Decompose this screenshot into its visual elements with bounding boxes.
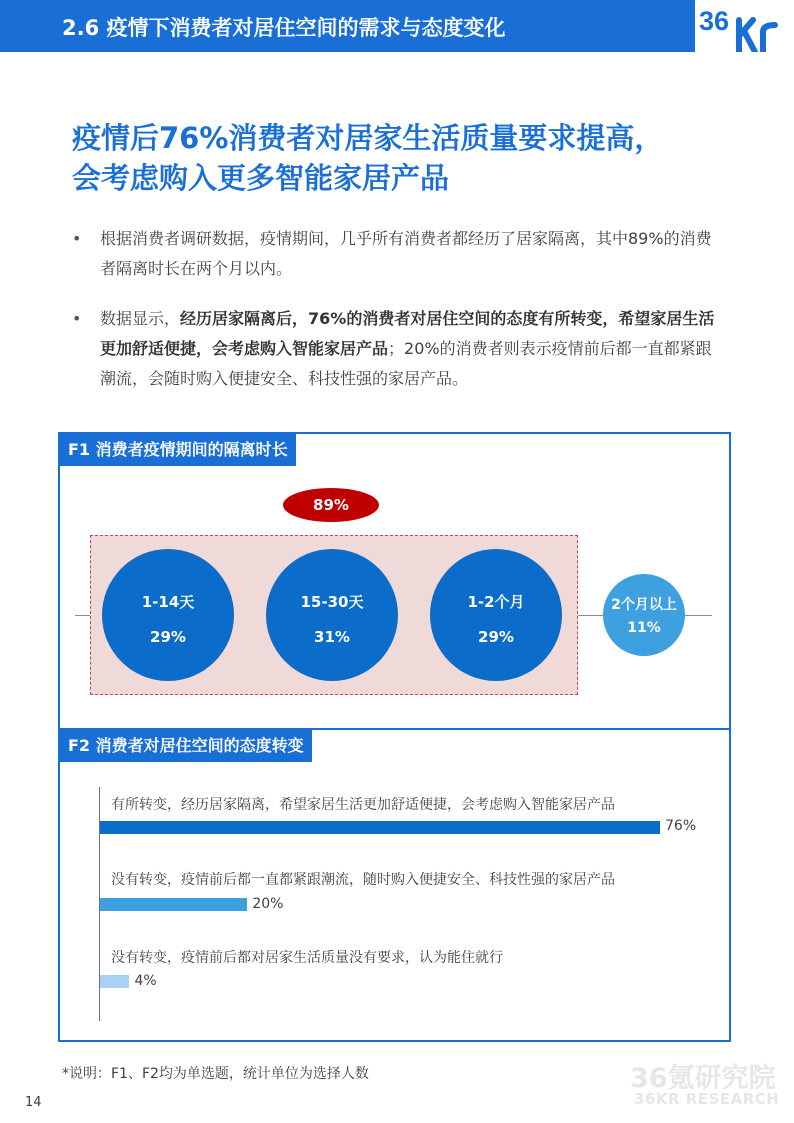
duration-label: 1-2个月 bbox=[467, 593, 525, 611]
page-number: 14 bbox=[25, 1095, 42, 1110]
footnote: *说明：F1、F2均为单选题，统计单位为选择人数 bbox=[62, 1066, 369, 1082]
f1-label: F1 消费者疫情期间的隔离时长 bbox=[60, 434, 296, 466]
bar bbox=[100, 898, 247, 911]
duration-label: 15-30天 bbox=[300, 593, 364, 611]
bar bbox=[100, 821, 660, 834]
bullet-bold-text: 经历居家隔离后，76%的消费者对居住空间的态度有所转变，希望家居生活更加舒适便捷，会考虑购入智能家居产品 bbox=[100, 309, 715, 358]
duration-value: 31% bbox=[314, 628, 350, 646]
bar-value-label: 4% bbox=[134, 973, 157, 989]
bar-category-label: 有所转变，经历居家隔离，希望家居生活更加舒适便捷，会考虑购入智能家居产品 bbox=[111, 797, 615, 813]
duration-label: 1-14天 bbox=[141, 593, 195, 611]
duration-circle bbox=[266, 549, 398, 681]
headline bbox=[72, 118, 752, 198]
bar-category-label: 没有转变，疫情前后都对居家生活质量没有要求，认为能住就行 bbox=[111, 950, 503, 966]
watermark-en: 36KR RESEARCH bbox=[634, 1090, 780, 1108]
duration-circle bbox=[102, 549, 234, 681]
duration-circle bbox=[430, 549, 562, 681]
bar-category-label: 没有转变，疫情前后都一直都紧跟潮流，随时购入便捷安全、科技性强的家居产品 bbox=[111, 872, 615, 888]
bullet-item bbox=[72, 224, 727, 284]
watermark-cn: 36氪研究院 bbox=[630, 1063, 776, 1094]
bullet-prefix: 数据显示， bbox=[100, 309, 181, 328]
svg-text:36: 36 bbox=[699, 6, 730, 36]
highlight-percent-pill: 89% bbox=[283, 488, 379, 522]
bar-value-label: 20% bbox=[252, 896, 284, 912]
f2-label: F2 消费者对居住空间的态度转变 bbox=[60, 730, 312, 762]
bullet-list bbox=[72, 224, 727, 414]
headline-line-2: 会考虑购入更多智能家居产品 bbox=[72, 161, 450, 195]
duration-value: 29% bbox=[478, 628, 514, 646]
headline-line-1: 疫情后76%消费者对居家生活质量要求提高， bbox=[72, 121, 664, 155]
bullet-text: 根据消费者调研数据，疫情期间，几乎所有消费者都经历了居家隔离，其中89%的消费者隔离时长在两个月以内。 bbox=[100, 229, 712, 278]
36kr-logo bbox=[695, 0, 794, 52]
duration-circle bbox=[603, 574, 685, 656]
duration-label: 2个月以上 bbox=[611, 597, 677, 613]
bullet-item bbox=[72, 304, 727, 394]
page-section-title: 2.6 疫情下消费者对居住空间的需求与态度变化 bbox=[62, 16, 506, 40]
bar-value-label: 76% bbox=[665, 818, 697, 834]
bullet-suffix: ；20%的消费者则表示疫情前后都一直都紧跟潮流，会随时购入便捷安全、科技性强的家居产品。 bbox=[100, 339, 712, 388]
duration-value: 11% bbox=[627, 620, 661, 636]
duration-value: 29% bbox=[150, 628, 186, 646]
bar bbox=[100, 975, 129, 988]
